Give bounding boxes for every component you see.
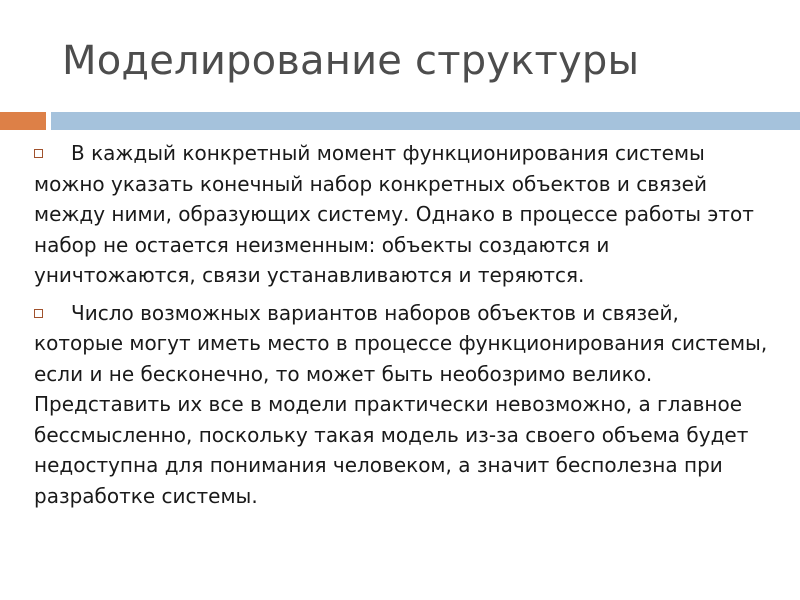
square-bullet-icon — [34, 149, 43, 158]
square-bullet-icon — [34, 309, 43, 318]
bullet-paragraph — [34, 298, 774, 512]
slide-body — [34, 138, 774, 518]
title-rule-accent — [0, 112, 46, 130]
bullet-paragraph — [34, 138, 774, 291]
title-rule-bar — [51, 112, 800, 130]
bullet-text: В каждый конкретный момент функционирования системы можно указать конечный набор конкретных объектов и связей между ними, образующих систему. Однако в процессе работы этот набор не остается неизменным: объекты создаются и уничтожаются, связи устанавливаются и теряются. — [34, 141, 754, 287]
bullet-text: Число возможных вариантов наборов объектов и связей, которые могут иметь место в процессе функционирования системы, если и не бесконечно, то может быть необозримо велико. Представить их все в модели практически невозможно, а главное бессмысленно, поскольку такая модель из-за своего объема будет недоступна для понимания человеком, а значит бесполезна при разработке системы. — [34, 300, 768, 508]
slide-title: Моделирование структуры — [62, 38, 640, 84]
